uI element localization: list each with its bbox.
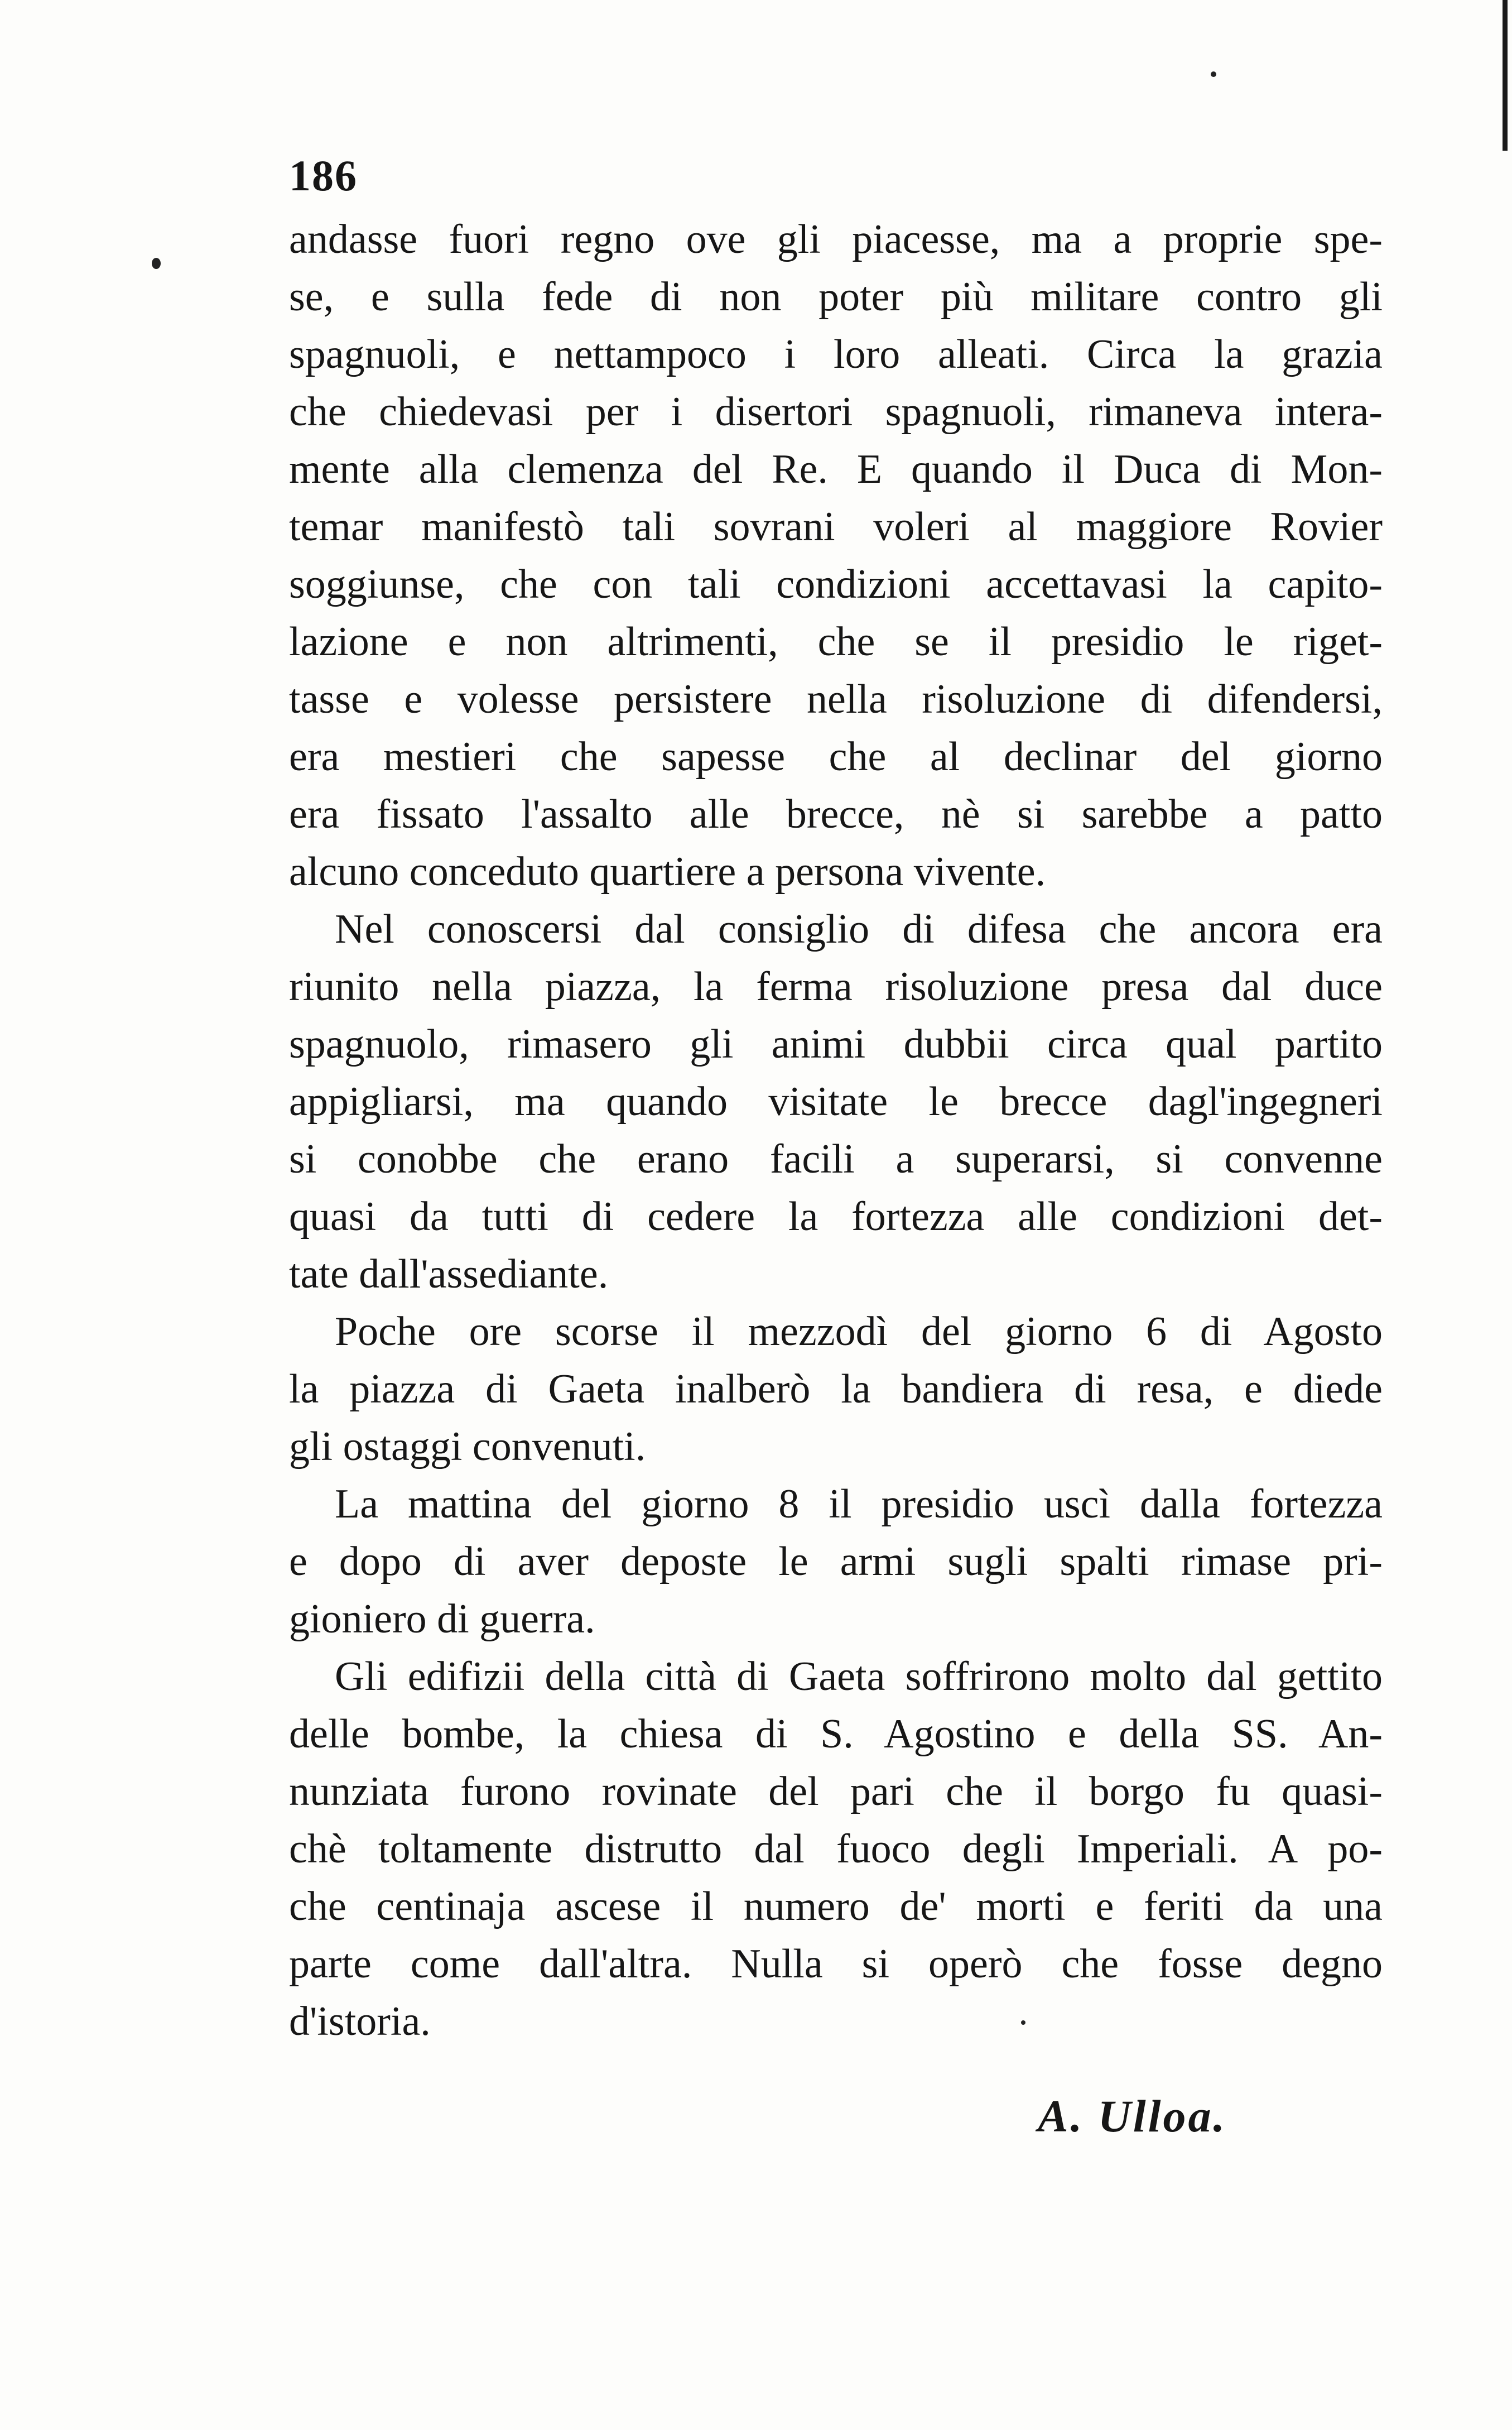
text-line: tasse e volesse persistere nella risoluzione di difendersi, <box>289 676 1383 722</box>
ink-speck <box>1211 71 1216 77</box>
text-line: alcuno conceduto quartiere a persona vivente. <box>289 849 1046 895</box>
text-line: la piazza di Gaeta inalberò la bandiera di resa, e diede <box>289 1366 1383 1412</box>
text-line: spagnuolo, rimasero gli animi dubbii circa qual partito <box>289 1021 1383 1067</box>
page-number: 186 <box>289 151 358 200</box>
text-line: soggiunse, che con tali condizioni accettavasi la capito- <box>289 561 1383 607</box>
text-line: gli ostaggi convenuti. <box>289 1424 646 1469</box>
text-line: parte come dall'altra. Nulla si operò che fosse degno <box>289 1941 1383 1987</box>
text-line: andasse fuori regno ove gli piacesse, ma a proprie spe- <box>289 217 1383 262</box>
text-line: spagnuoli, e nettampoco i loro alleati. Circa la grazia <box>289 332 1383 377</box>
text-line: che chiedevasi per i disertori spagnuoli, rimaneva intera- <box>289 389 1383 435</box>
text-line: quasi da tutti di cedere la fortezza alle condizioni det- <box>289 1194 1383 1240</box>
text-line: La mattina del giorno 8 il presidio uscì dalla fortezza <box>335 1481 1383 1527</box>
text-line: Gli edifizii della città di Gaeta soffrirono molto dal gettito <box>335 1654 1383 1699</box>
text-line: delle bombe, la chiesa di S. Agostino e della SS. An- <box>289 1711 1383 1757</box>
page-edge-mark <box>1503 0 1508 151</box>
text-line: riunito nella piazza, la ferma risoluzione presa dal duce <box>289 964 1383 1010</box>
text-line: si conobbe che erano facili a superarsi, si convenne <box>289 1136 1383 1182</box>
body-text <box>289 211 1383 2050</box>
text-line: d'istoria. <box>289 1999 431 2044</box>
text-line: e dopo di aver deposte le armi sugli spalti rimase pri- <box>289 1539 1383 1584</box>
text-line: tate dall'assediante. <box>289 1251 609 1297</box>
text-line: Nel conoscersi dal consiglio di difesa che ancora era <box>335 906 1383 952</box>
text-line: lazione e non altrimenti, che se il presidio le riget- <box>289 619 1383 665</box>
text-line: appigliarsi, ma quando visitate le brecce dagl'ingegneri <box>289 1079 1383 1125</box>
text-line: gioniero di guerra. <box>289 1596 595 1642</box>
ink-speck <box>152 258 161 269</box>
text-line: era mestieri che sapesse che al declinar del giorno <box>289 734 1383 780</box>
text-line: Poche ore scorse il mezzodì del giorno 6 di Agosto <box>335 1309 1383 1355</box>
author-signature: A. Ulloa. <box>1038 2091 1227 2141</box>
text-line: chè toltamente distrutto dal fuoco degli Imperiali. A po- <box>289 1826 1383 1872</box>
text-line: che centinaja ascese il numero de' morti e feriti da una <box>289 1884 1383 1929</box>
text-line: nunziata furono rovinate del pari che il borgo fu quasi- <box>289 1769 1383 1814</box>
text-line: mente alla clemenza del Re. E quando il Duca di Mon- <box>289 446 1383 492</box>
text-line: temar manifestò tali sovrani voleri al maggiore Rovier <box>289 504 1383 550</box>
text-line: era fissato l'assalto alle brecce, nè si sarebbe a patto <box>289 791 1383 837</box>
text-line: se, e sulla fede di non poter più militare contro gli <box>289 274 1383 320</box>
